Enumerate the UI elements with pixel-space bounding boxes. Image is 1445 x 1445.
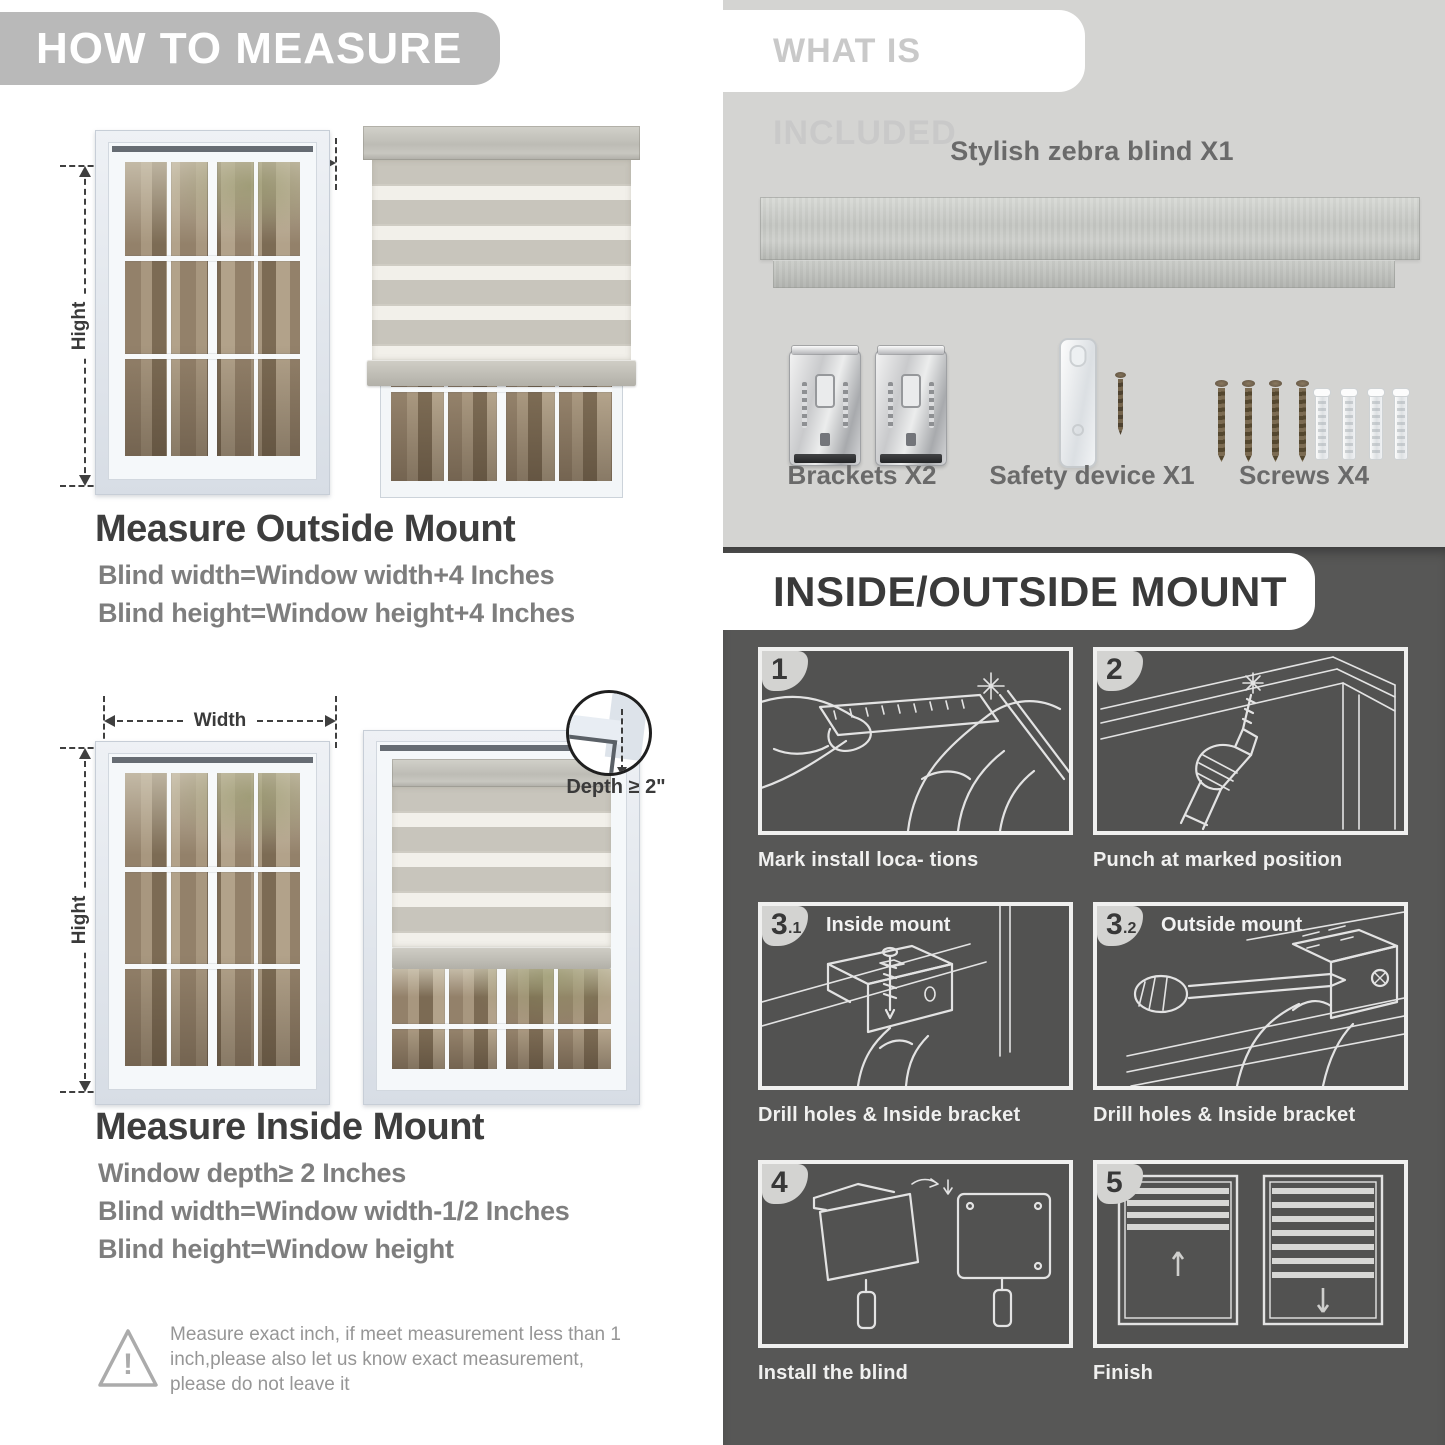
bracket-spring (929, 382, 934, 428)
how-to-measure-banner (0, 12, 500, 85)
window-muntin (167, 162, 171, 456)
inside-outside-mount-banner (723, 553, 1315, 630)
what-is-included-banner (723, 10, 1085, 152)
step-panel-5 (1093, 1160, 1408, 1348)
blind-cassette-product (760, 197, 1420, 260)
bracket-item (789, 350, 861, 466)
height-label: Hight (69, 294, 91, 359)
window-illustration-outside (95, 130, 330, 495)
screw-shaft (1218, 388, 1225, 462)
window-muntin (125, 354, 300, 359)
window-center-post (208, 773, 217, 1066)
window-glass (125, 773, 300, 1066)
blind-cassette (363, 126, 640, 160)
window-center-post (208, 162, 217, 456)
step-caption-4: Install the blind (758, 1362, 909, 1384)
bracket-slot (815, 374, 835, 408)
window-muntin (391, 387, 612, 392)
screw-item (1269, 380, 1282, 464)
what-is-included-title: WHAT IS INCLUDED (773, 32, 957, 152)
width-annotation-inside (104, 704, 336, 740)
inside-mount-title: Measure Inside Mount (95, 1106, 485, 1148)
step-panel-4 (758, 1160, 1073, 1348)
step-badge: 4 (762, 1164, 808, 1204)
step-badge: 2 (1097, 651, 1143, 691)
how-to-measure-title: HOW TO MEASURE (36, 24, 463, 73)
inside-mount-formula-width: Blind width=Window width-1/2 Inches (98, 1196, 570, 1226)
bracket-spring (802, 382, 807, 428)
screw-shaft (1299, 388, 1306, 462)
wall-anchor-item (1394, 388, 1408, 460)
step-panel-3-1 (758, 902, 1073, 1090)
product-label: Stylish zebra blind X1 (950, 136, 1234, 166)
screw-head (1115, 372, 1126, 378)
screw-head (1215, 380, 1228, 387)
window-muntin (125, 256, 300, 261)
inset-depth-line (621, 709, 623, 771)
window-frame (108, 142, 317, 480)
bracket-hole (906, 433, 916, 446)
blind-bottom-rail (367, 360, 636, 386)
step-panel-1 (758, 647, 1073, 835)
screw-shaft (1245, 388, 1252, 462)
height-label: Hight (69, 888, 91, 953)
arrowhead-up-icon (79, 166, 91, 177)
tick (335, 696, 337, 748)
screw-shaft (1118, 379, 1123, 435)
window-glass (125, 162, 300, 456)
outside-mount-formula-width: Blind width=Window width+4 Inches (98, 560, 555, 590)
width-label: Width (185, 704, 256, 738)
arrowhead-left-icon (104, 715, 115, 727)
bracket-tab (878, 346, 944, 354)
screw-head (1269, 380, 1282, 387)
wall-anchor-item (1315, 388, 1329, 460)
window-muntin (392, 1024, 611, 1029)
screw-shaft (1272, 388, 1279, 462)
blind-bottom-rail (392, 947, 611, 969)
safety-device-label: Safety device X1 (989, 460, 1195, 490)
window-muntin (254, 162, 258, 456)
what-is-included-section (723, 0, 1445, 547)
safety-device-hole (1072, 424, 1084, 436)
inset-frame-corner (566, 734, 617, 776)
bracket-slot (901, 374, 921, 408)
safety-device-item (1059, 338, 1097, 468)
step-badge: 3 .2 (1097, 906, 1143, 946)
wall-anchor-item (1342, 388, 1356, 460)
bracket-spring (843, 382, 848, 428)
tick (335, 138, 337, 190)
bracket-spring (888, 382, 893, 428)
bracket-item (875, 350, 947, 466)
blind-stripes (392, 787, 611, 947)
finish-illustration (1097, 1164, 1404, 1344)
arrowhead-up-icon (79, 748, 91, 759)
mark-locations-illustration (762, 651, 1069, 831)
blind-stripes (372, 160, 631, 360)
drill-corner-illustration (1097, 651, 1404, 831)
screw-head (1242, 380, 1255, 387)
blind-cassette-product-lower (773, 260, 1395, 288)
step-panel-title: Outside mount (1161, 914, 1303, 936)
warning-exclamation: ! (123, 1348, 133, 1381)
inside-outside-mount-title: INSIDE/OUTSIDE MOUNT (773, 568, 1288, 615)
step-badge: 5 (1097, 1164, 1143, 1204)
window-muntin (445, 969, 449, 1069)
window-muntin (167, 773, 171, 1066)
warning-text: Measure exact inch, if meet measurement less than 1 inch,please also let us know exact measurement, please do not leave it (170, 1324, 621, 1395)
screws-label: Screws X4 (1238, 460, 1370, 490)
wall-anchor-item (1369, 388, 1383, 460)
outside-mount-title: Measure Outside Mount (95, 508, 516, 550)
window-photo-below-blind (392, 969, 611, 1069)
step-badge: 1 (762, 651, 808, 691)
window-muntin (125, 867, 300, 872)
inside-mount-depth-rule: Window depth≥ 2 Inches (98, 1158, 406, 1188)
window-frame (108, 753, 317, 1090)
window-glass (392, 759, 611, 1069)
brackets-label: Brackets X2 (787, 460, 937, 490)
bracket-hole (820, 433, 830, 446)
depth-detail-inset (566, 690, 652, 776)
inside-outside-mount-section (723, 547, 1445, 1445)
inside-mount-formula-height: Blind height=Window height (98, 1234, 454, 1264)
step-caption-3-2: Drill holes & Inside bracket (1093, 1104, 1356, 1126)
step-caption-1: Mark install loca- tions (758, 849, 979, 871)
zebra-blind-outside-mount (363, 118, 640, 500)
window-center-post (497, 969, 506, 1069)
safety-device-hook (1070, 345, 1087, 367)
step-panel-title: Inside mount (826, 914, 951, 936)
window-muntin (554, 969, 558, 1069)
step-caption-2: Punch at marked position (1093, 849, 1343, 871)
how-to-measure-section (0, 0, 700, 1445)
screw-head (1296, 380, 1309, 387)
screw-item (1296, 380, 1309, 464)
depth-label: Depth ≥ 2" (566, 776, 666, 798)
screw-item (1215, 380, 1228, 464)
screw-item (1242, 380, 1255, 464)
step-badge: 3 .1 (762, 906, 808, 946)
install-blind-illustration (762, 1164, 1069, 1344)
step-panel-2 (1093, 647, 1408, 835)
window-illustration-inside (95, 741, 330, 1105)
step-panel-3-2 (1093, 902, 1408, 1090)
bracket-tab (792, 346, 858, 354)
window-muntin (125, 964, 300, 969)
step-caption-5: Finish (1093, 1362, 1154, 1384)
window-muntin (254, 773, 258, 1066)
outside-mount-formula-height: Blind height=Window height+4 Inches (98, 598, 575, 628)
step-caption-3-1: Drill holes & Inside bracket (758, 1104, 1021, 1126)
safety-device-screw (1115, 372, 1126, 436)
